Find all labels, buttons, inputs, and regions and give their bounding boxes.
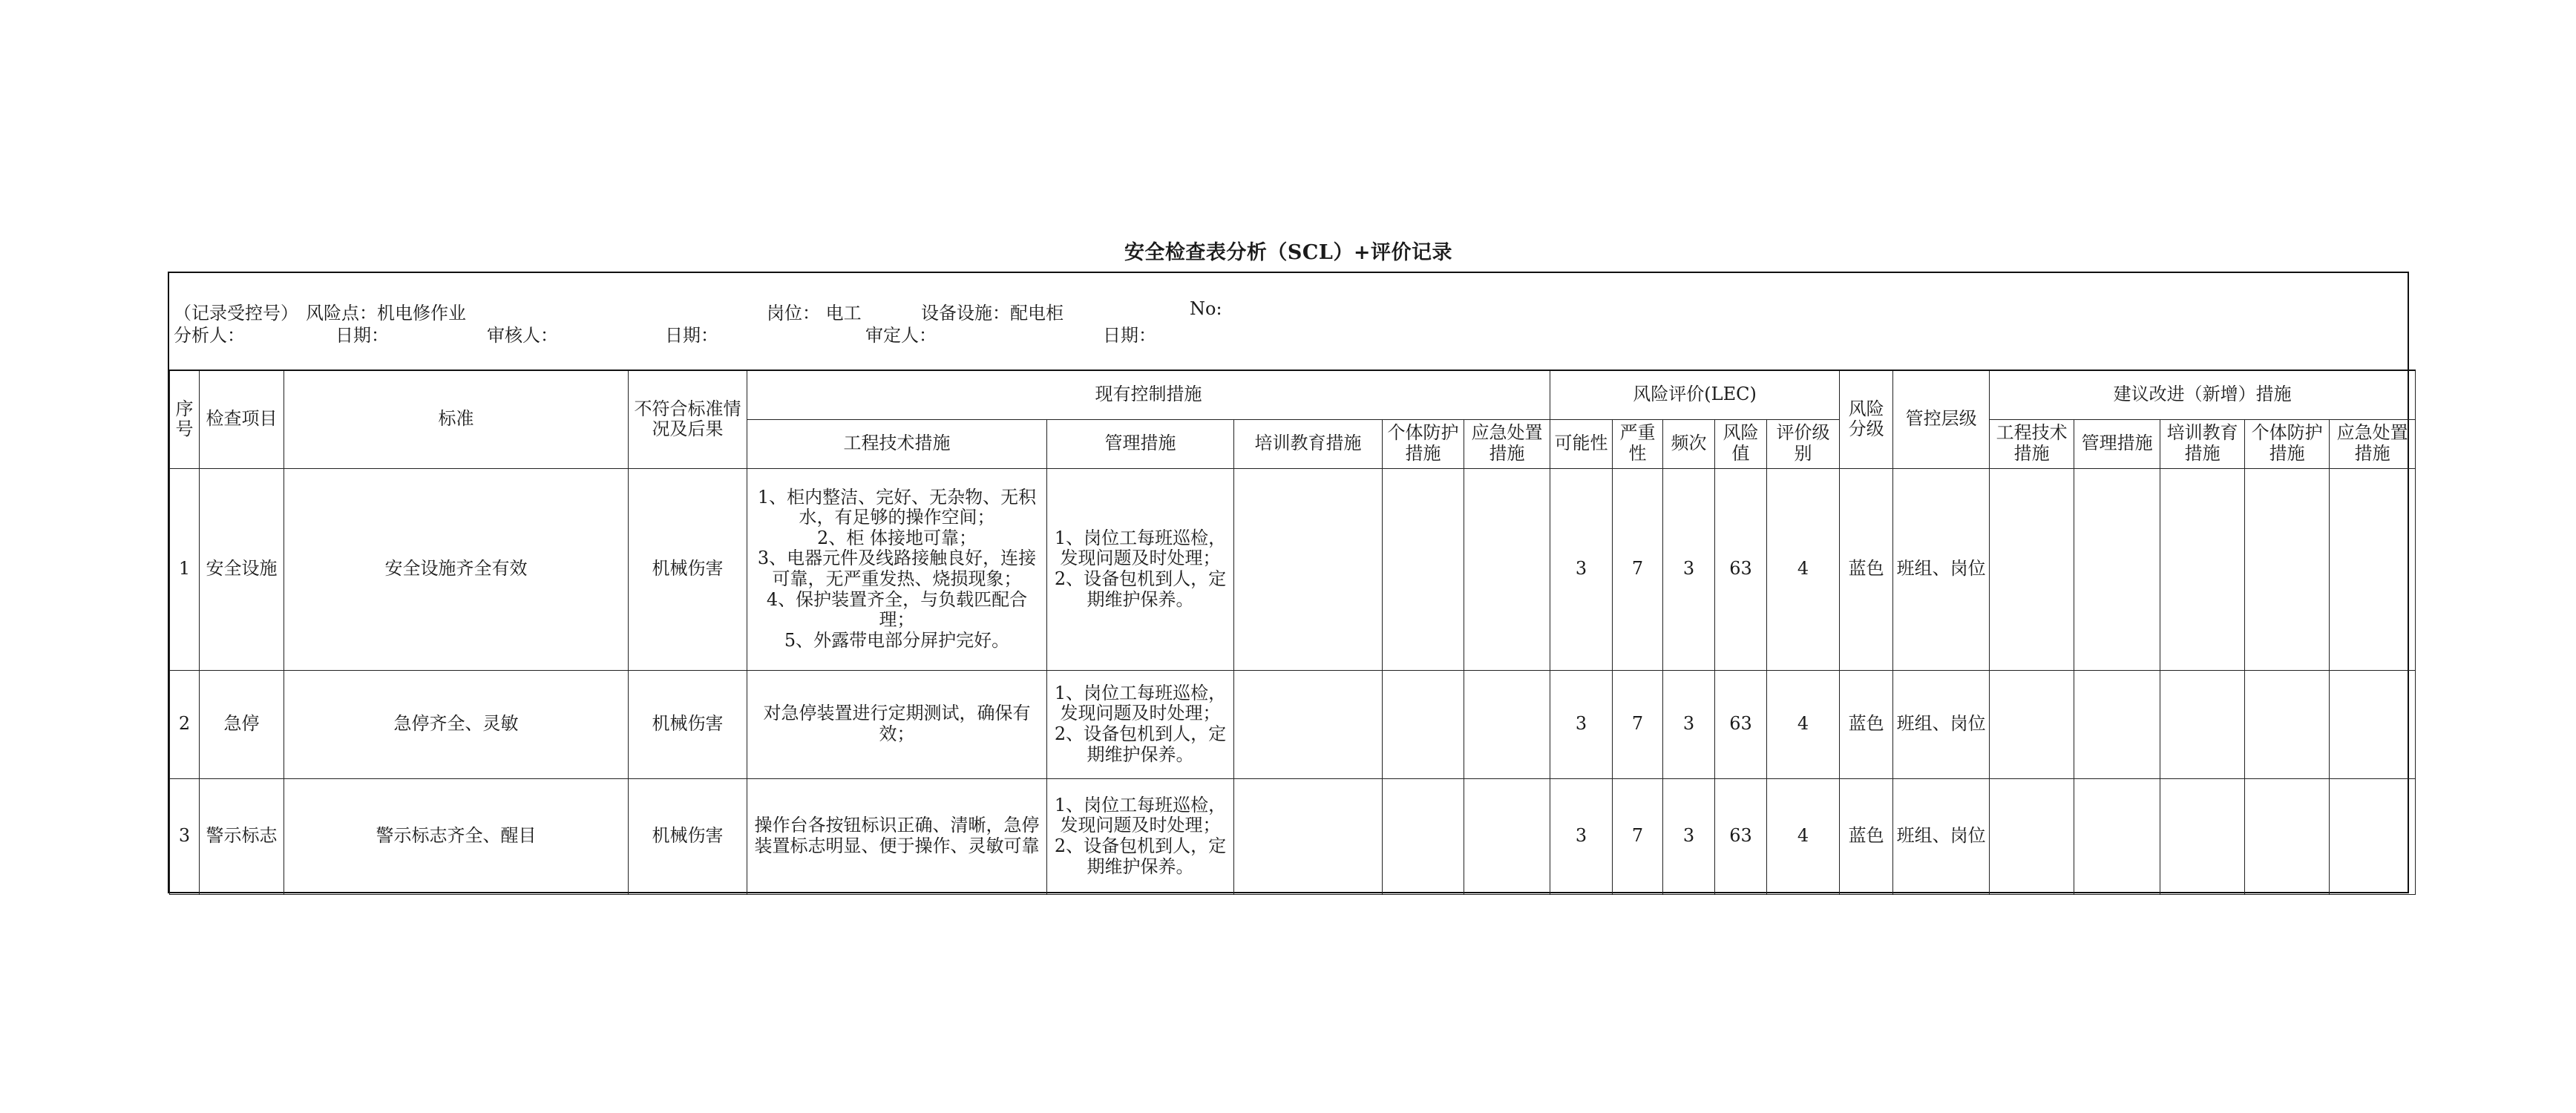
row-likelihood: 3 <box>1550 670 1613 778</box>
header-likelihood: 可能性 <box>1550 419 1613 468</box>
row-control-level: 班组、岗位 <box>1893 778 1990 894</box>
table-row <box>170 468 2416 670</box>
header-item: 检查项目 <box>200 370 284 468</box>
page-title: 安全检查表分析（SCL）+评价记录 <box>1124 241 1453 264</box>
header-s-ppe: 个体防护措施 <box>2245 419 2330 468</box>
row-risk-value: 63 <box>1715 670 1767 778</box>
row-emergency <box>1464 468 1550 670</box>
table-row <box>170 670 2416 778</box>
row-risk-value: 63 <box>1715 468 1767 670</box>
engineering-line: 2、柜 体接地可靠； <box>817 527 977 548</box>
row-training <box>1234 778 1383 894</box>
row-item: 警示标志 <box>200 778 284 894</box>
row-risk-grade: 蓝色 <box>1840 778 1893 894</box>
header-existing-controls: 现有控制措施 <box>747 370 1550 419</box>
header-suggest: 建议改进（新增）措施 <box>1990 370 2416 419</box>
row-eval-level: 4 <box>1767 468 1840 670</box>
row-risk-grade: 蓝色 <box>1840 670 1893 778</box>
row-s-management <box>2074 670 2160 778</box>
row-frequency: 3 <box>1663 468 1715 670</box>
row-consequence: 机械伤害 <box>629 670 747 778</box>
row-likelihood: 3 <box>1550 468 1613 670</box>
scl-record-sheet <box>168 272 2409 893</box>
row-risk-value: 63 <box>1715 778 1767 894</box>
row-s-engineering <box>1990 468 2074 670</box>
row-standard: 安全设施齐全有效 <box>284 468 629 670</box>
row-engineering <box>747 778 1047 894</box>
row-ppe <box>1383 670 1464 778</box>
engineering-line: 5、外露带电部分屏护完好。 <box>784 629 1010 651</box>
row-severity: 7 <box>1613 670 1663 778</box>
engineering-line: 1、柜内整洁、完好、无杂物、无积水，有足够的操作空间； <box>757 486 1037 528</box>
row-emergency <box>1464 670 1550 778</box>
management-line: 2、设备包机到人，定期维护保养。 <box>1054 835 1227 877</box>
row-emergency <box>1464 778 1550 894</box>
row-severity: 7 <box>1613 778 1663 894</box>
header-risk-value: 风险值 <box>1715 419 1767 468</box>
equipment: 设备设施：配电柜 <box>921 303 1063 324</box>
header-s-emergency: 应急处置措施 <box>2330 419 2416 468</box>
engineering-line: 对急停装置进行定期测试，确保有效； <box>763 703 1031 744</box>
row-s-training <box>2160 468 2245 670</box>
approver-date-label: 日期： <box>1103 325 1156 346</box>
row-eval-level: 4 <box>1767 670 1840 778</box>
header-training: 培训教育措施 <box>1234 419 1383 468</box>
header-s-engineering: 工程技术措施 <box>1990 419 2074 468</box>
row-ppe <box>1383 468 1464 670</box>
row-consequence: 机械伤害 <box>629 778 747 894</box>
header-seq: 序号 <box>170 370 200 468</box>
header-control-level: 管控层级 <box>1893 370 1990 468</box>
reviewer-label: 审核人： <box>487 325 558 346</box>
header-standard: 标准 <box>284 370 629 468</box>
row-severity: 7 <box>1613 468 1663 670</box>
approver-label: 审定人： <box>865 325 937 346</box>
row-likelihood: 3 <box>1550 778 1613 894</box>
record-info <box>169 273 2408 370</box>
header-emergency: 应急处置措施 <box>1464 419 1550 468</box>
management-line: 1、岗位工每班巡检，发现问题及时处理； <box>1054 794 1227 836</box>
row-item: 急停 <box>200 670 284 778</box>
post: 岗位： 电工 <box>767 303 862 324</box>
row-frequency: 3 <box>1663 670 1715 778</box>
header-ppe: 个体防护措施 <box>1383 419 1464 468</box>
risk-point: 风险点：机电修作业 <box>306 303 466 324</box>
analyst-label: 分析人： <box>174 325 245 346</box>
header-eval-level: 评价级别 <box>1767 419 1840 468</box>
analyst-date-label: 日期： <box>335 325 389 346</box>
management-line: 2、设备包机到人，定期维护保养。 <box>1054 568 1227 610</box>
row-engineering <box>747 468 1047 670</box>
management-line: 2、设备包机到人，定期维护保养。 <box>1054 723 1227 765</box>
row-risk-grade: 蓝色 <box>1840 468 1893 670</box>
row-frequency: 3 <box>1663 778 1715 894</box>
table-row <box>170 778 2416 894</box>
row-control-level: 班组、岗位 <box>1893 670 1990 778</box>
management-line: 1、岗位工每班巡检，发现问题及时处理； <box>1054 527 1227 569</box>
row-s-training <box>2160 670 2245 778</box>
row-management <box>1047 468 1234 670</box>
header-risk-eval: 风险评价(LEC) <box>1550 370 1840 419</box>
row-seq: 1 <box>170 468 200 670</box>
row-management <box>1047 778 1234 894</box>
engineering-line: 4、保护装置齐全，与负载匹配合理； <box>766 588 1028 631</box>
row-s-emergency <box>2330 670 2416 778</box>
header-s-management: 管理措施 <box>2074 419 2160 468</box>
row-standard: 急停齐全、灵敏 <box>284 670 629 778</box>
reviewer-date-label: 日期： <box>665 325 718 346</box>
header-management: 管理措施 <box>1047 419 1234 468</box>
row-s-ppe <box>2245 778 2330 894</box>
row-training <box>1234 670 1383 778</box>
row-management <box>1047 670 1234 778</box>
row-s-engineering <box>1990 670 2074 778</box>
row-standard: 警示标志齐全、醒目 <box>284 778 629 894</box>
row-s-emergency <box>2330 468 2416 670</box>
row-s-management <box>2074 468 2160 670</box>
record-number-label: （记录受控号） <box>174 303 298 324</box>
row-eval-level: 4 <box>1767 778 1840 894</box>
row-training <box>1234 468 1383 670</box>
number-label: No: <box>1190 298 1222 319</box>
header-s-training: 培训教育措施 <box>2160 419 2245 468</box>
row-seq: 2 <box>170 670 200 778</box>
engineering-line: 3、电器元件及线路接触良好，连接可靠，无严重发热、烧损现象； <box>757 548 1037 589</box>
header-severity: 严重性 <box>1613 419 1663 468</box>
row-s-ppe <box>2245 468 2330 670</box>
management-line: 1、岗位工每班巡检，发现问题及时处理； <box>1054 682 1227 724</box>
header-nonconform: 不符合标准情况及后果 <box>629 370 747 468</box>
row-s-management <box>2074 778 2160 894</box>
row-control-level: 班组、岗位 <box>1893 468 1990 670</box>
header-engineering: 工程技术措施 <box>747 419 1047 468</box>
row-consequence: 机械伤害 <box>629 468 747 670</box>
header-frequency: 频次 <box>1663 419 1715 468</box>
row-engineering <box>747 670 1047 778</box>
row-s-training <box>2160 778 2245 894</box>
row-ppe <box>1383 778 1464 894</box>
row-s-ppe <box>2245 670 2330 778</box>
row-s-engineering <box>1990 778 2074 894</box>
row-item: 安全设施 <box>200 468 284 670</box>
header-risk-grade: 风险分级 <box>1840 370 1893 468</box>
scl-table <box>169 370 2416 895</box>
row-seq: 3 <box>170 778 200 894</box>
engineering-line: 操作台各按钮标识正确、清晰，急停装置标志明显、便于操作、灵敏可靠 <box>754 815 1040 856</box>
row-s-emergency <box>2330 778 2416 894</box>
